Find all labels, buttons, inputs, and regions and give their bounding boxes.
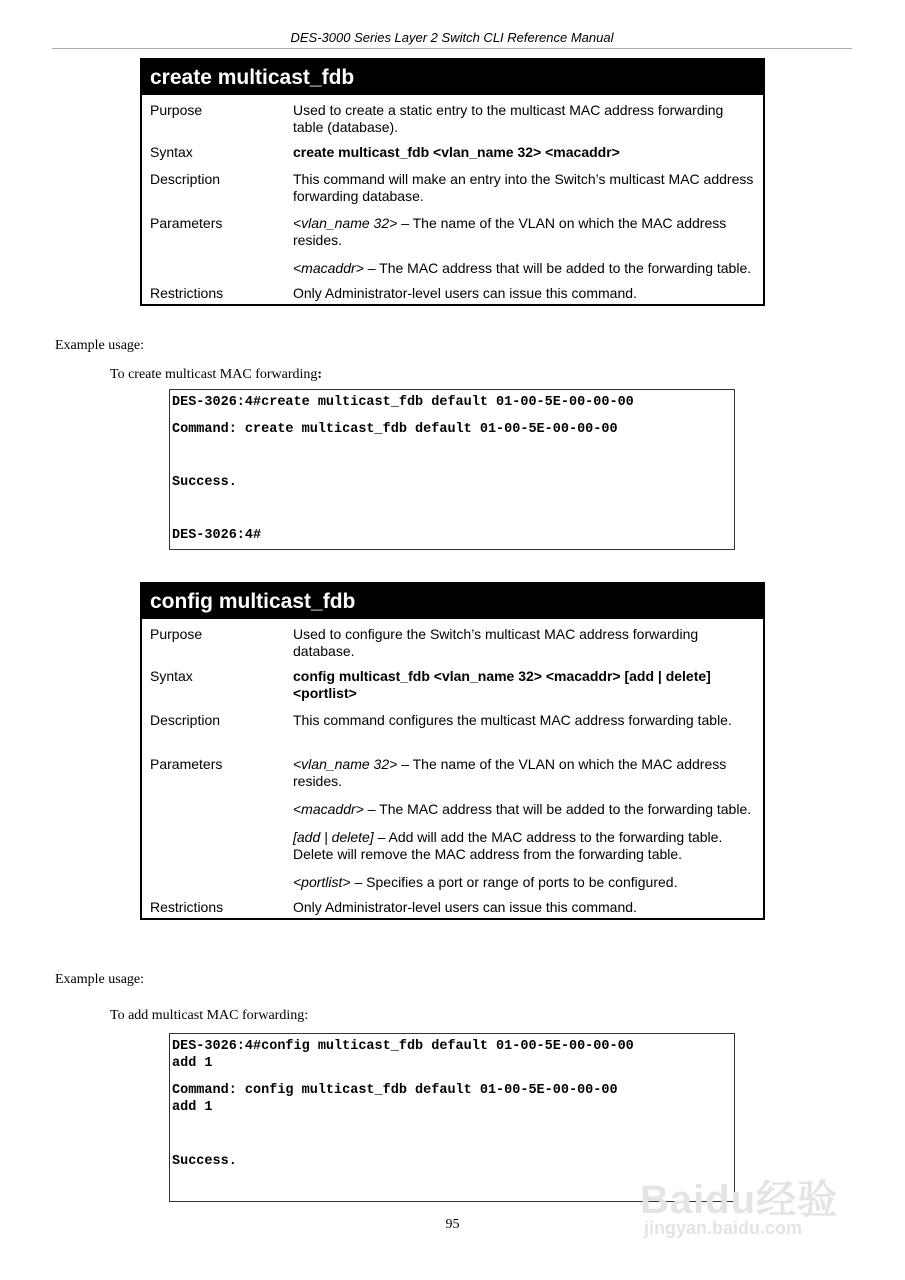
row-label: Purpose: [150, 102, 203, 118]
restrictions-text: Only Administrator-level users can issue this command.: [293, 899, 637, 915]
example-usage-label: Example usage:: [55, 972, 145, 987]
parameters-cell: [293, 751, 763, 891]
row-label: Parameters: [150, 756, 223, 772]
cli-line: add 1: [172, 1056, 213, 1071]
row-label: Description: [150, 171, 221, 187]
example-description: To add multicast MAC forwarding:: [110, 1008, 309, 1023]
cli-line: add 1: [172, 1100, 213, 1115]
row-label: Restrictions: [150, 899, 224, 915]
example-description: To create multicast MAC forwarding:: [110, 367, 323, 382]
parameters-cell: [293, 210, 763, 277]
cli-line: Command: config multicast_fdb default 01-00-5E-00-00-00: [172, 1083, 618, 1098]
description-text: This command configures the multicast MAC address forwarding table.: [293, 712, 732, 728]
command-title: config multicast_fdb: [142, 584, 763, 619]
description-text: This command will make an entry into the Switch’s multicast MAC address forwarding database.: [293, 171, 754, 204]
cli-example-create: [169, 389, 735, 550]
cli-line: DES-3026:4#create multicast_fdb default 01-00-5E-00-00-00: [172, 395, 634, 410]
row-label: Purpose: [150, 626, 203, 642]
parameter-macaddr: <macaddr> – The MAC address that will be added to the forwarding table.: [293, 260, 752, 276]
row-label: Restrictions: [150, 285, 224, 301]
page-header: DES-3000 Series Layer 2 Switch CLI Reference Manual: [290, 30, 614, 45]
cli-line: DES-3026:4#: [172, 528, 262, 543]
cli-line: Success.: [172, 1154, 237, 1169]
example-usage-label: Example usage:: [55, 338, 145, 353]
cli-line: Command: create multicast_fdb default 01-00-5E-00-00-00: [172, 422, 618, 437]
cli-line: Success.: [172, 475, 237, 490]
restrictions-text: Only Administrator-level users can issue this command.: [293, 285, 637, 301]
purpose-text: Used to create a static entry to the multicast MAC address forwarding table (database).: [293, 102, 724, 135]
page-number: 95: [445, 1217, 460, 1232]
parameter-add-delete: [add | delete] – Add will add the MAC address to the forwarding table. Delete will remove the MAC address from the forwarding table.: [293, 829, 723, 862]
row-label: Description: [150, 712, 221, 728]
parameter-portlist: <portlist> – Specifies a port or range of ports to be configured.: [293, 874, 678, 890]
watermark-url: jingyan.baidu.com: [644, 1218, 803, 1238]
parameter-vlan-name: <vlan_name 32> – The name of the VLAN on which the MAC address resides.: [293, 215, 727, 248]
parameter-macaddr: <macaddr> – The MAC address that will be added to the forwarding table.: [293, 801, 752, 817]
purpose-text: Used to configure the Switch’s multicast MAC address forwarding database.: [293, 626, 699, 659]
row-label: Syntax: [150, 668, 193, 684]
header-rule: [52, 48, 852, 49]
syntax-text: create multicast_fdb <vlan_name 32> <macaddr>: [293, 144, 620, 160]
parameter-vlan-name: <vlan_name 32> – The name of the VLAN on which the MAC address resides.: [293, 756, 727, 789]
command-title: create multicast_fdb: [142, 60, 763, 95]
baidu-watermark: [640, 1168, 860, 1248]
syntax-text: config multicast_fdb <vlan_name 32> <macaddr> [add | delete] <portlist>: [293, 668, 711, 701]
row-label: Parameters: [150, 215, 223, 231]
row-label: Syntax: [150, 144, 193, 160]
create-multicast-fdb-table: [140, 58, 765, 306]
cli-line: DES-3026:4#config multicast_fdb default 01-00-5E-00-00-00: [172, 1039, 634, 1054]
config-multicast-fdb-table: [140, 582, 765, 920]
watermark-logo: Baidu经验: [640, 1178, 839, 1222]
